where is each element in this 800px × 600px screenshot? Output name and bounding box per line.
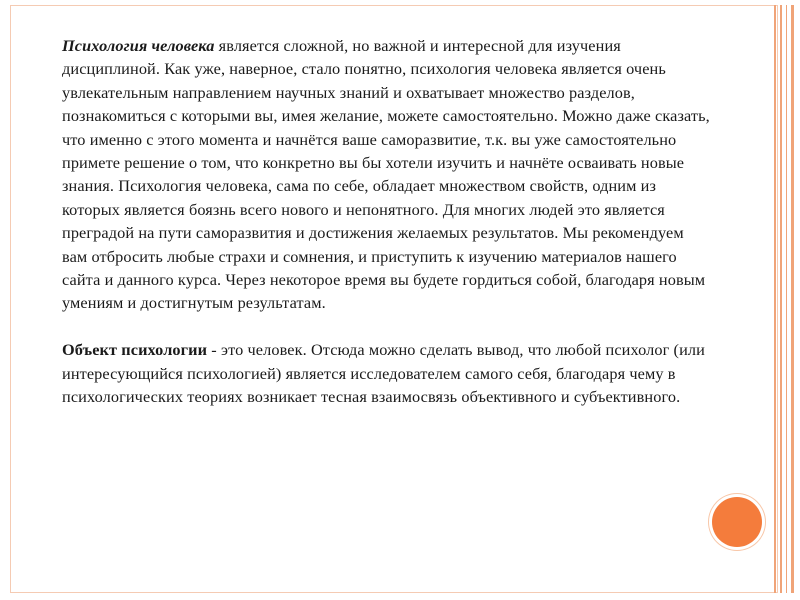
slide-content [62,34,712,408]
decorative-stripe [791,5,794,593]
decorative-stripe [774,5,776,593]
decorative-stripe [780,5,782,593]
intro-lead-term: Психология человека [62,36,215,55]
paragraph-object [62,338,712,408]
object-body-text: - это человек. Отсюда можно сделать вывод, что любой психолог (или интересующийся психологией) является исследователем самого себя, благодаря чему в психологических теориях возникает тесная взаимосвязь объективного и субъективного. [62,340,705,407]
paragraph-intro [62,34,712,315]
object-lead-term: Объект психологии [62,340,208,360]
accent-circle-icon [712,497,762,547]
decorative-stripe [786,5,787,593]
intro-body-text: является сложной, но важной и интересной для изучения дисциплиной. Как уже, наверное, стало понятно, психология человека является очень увлекательным направлением научных знаний и охватывает множество разделов, познакомиться с которыми вы, имея желание, можете самостоятельно. Можно даже сказать, что именно с этого момента и начнётся ваше саморазвитие, т.к. вы уже самостоятельно примете решение о том, что конкретно вы бы хотели изучить и начнёте осваивать новые знания. Психология человека, сама по себе, обладает множеством свойств, одним из которых является боязнь всего нового и непонятного. Для многих людей это является преградой на пути саморазвития и достижения желаемых результатов. Мы рекомендуем вам отбросить любые страхи и сомнения, и приступить к изучению материалов нашего сайта и данного курса. Через некоторое время вы будете гордиться собой, благодаря новым умениям и достигнутым результатам. [62,36,710,313]
